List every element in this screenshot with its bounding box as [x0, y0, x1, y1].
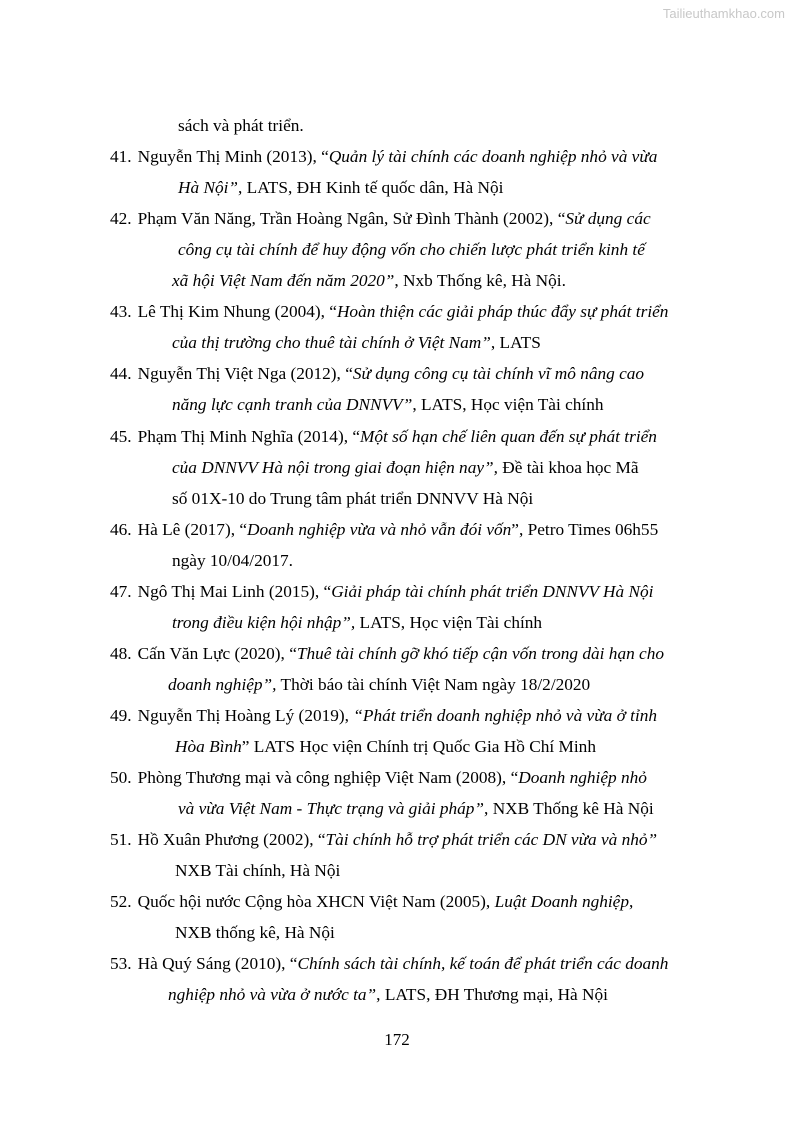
- reference-continuation-line: [178, 115, 304, 137]
- reference-title: năng lực cạnh tranh của DNNVV”: [172, 395, 413, 414]
- reference-number: 41.: [110, 147, 132, 166]
- reference-text: Thời báo tài chính Việt Nam ngày 18/2/2020: [276, 675, 591, 694]
- reference-text: , LATS, Học viện Tài chính: [412, 395, 604, 414]
- reference-title: của thị trường cho thuê tài chính ở Việt Nam”: [172, 333, 491, 352]
- reference-continuation-line: [172, 332, 541, 354]
- reference-entry-line: [110, 767, 647, 789]
- reference-continuation-line: [178, 798, 654, 820]
- reference-text: , LATS, ĐH Thương mại, Hà Nội: [376, 985, 608, 1004]
- reference-number: 43.: [110, 302, 132, 321]
- reference-entry-line: [110, 426, 657, 448]
- reference-text: Ngô Thị Mai Linh (2015), “: [137, 582, 332, 601]
- reference-title: Hòa Bình: [175, 737, 242, 756]
- reference-title: Sử dụng các: [565, 209, 651, 228]
- reference-number: 45.: [110, 427, 132, 446]
- reference-title: trong điều kiện hội nhập”,: [172, 613, 356, 632]
- reference-entry-line: [110, 953, 668, 975]
- reference-continuation-line: [172, 550, 293, 572]
- reference-text: Đề tài khoa học Mã: [497, 458, 639, 477]
- reference-text: Phòng Thương mại và công nghiệp Việt Nam (2008), “: [137, 768, 519, 787]
- reference-title: Doanh nghiệp vừa và nhỏ vẫn đói vốn: [247, 520, 512, 539]
- reference-title: Tài chính hỗ trợ phát triển các DN vừa và nhỏ”: [325, 830, 658, 849]
- reference-entry-line: [110, 643, 664, 665]
- reference-text: LATS, Học viện Tài chính: [355, 613, 543, 632]
- reference-continuation-line: [172, 270, 566, 292]
- reference-text: Hà Quý Sáng (2010), “: [137, 954, 298, 973]
- reference-continuation-line: [178, 177, 503, 199]
- reference-entry-line: [110, 146, 657, 168]
- reference-continuation-line: [172, 394, 604, 416]
- reference-text: , LATS: [490, 333, 541, 352]
- reference-entry-line: [110, 363, 644, 385]
- reference-text: Nguyễn Thị Minh (2013), “: [137, 147, 329, 166]
- reference-title: Quản lý tài chính các doanh nghiệp nhỏ và vừa: [328, 147, 658, 166]
- reference-text: ngày 10/04/2017.: [172, 551, 293, 570]
- reference-text: Hà Lê (2017), “: [137, 520, 248, 539]
- reference-text: , LATS, ĐH Kinh tế quốc dân, Hà Nội: [238, 178, 504, 197]
- reference-continuation-line: [172, 612, 542, 634]
- reference-text: , NXB Thống kê Hà Nội: [484, 799, 654, 818]
- reference-text: Phạm Văn Năng, Trần Hoàng Ngân, Sử Đình Thành (2002), “: [137, 209, 566, 228]
- watermark: Tailieuthamkhao.com: [662, 6, 785, 21]
- reference-title: Hoàn thiện các giải pháp thúc đẩy sự phát triển: [336, 302, 669, 321]
- reference-continuation-line: [172, 457, 639, 479]
- reference-title: công cụ tài chính để huy động vốn cho chiến lược phát triển kinh tế: [178, 240, 645, 259]
- reference-entry-line: [110, 705, 657, 727]
- reference-number: 47.: [110, 582, 132, 601]
- reference-entry-line: [110, 208, 651, 230]
- reference-text: số 01X-10 do Trung tâm phát triển DNNVV Hà Nội: [172, 489, 534, 508]
- reference-continuation-line: [175, 922, 335, 944]
- reference-continuation-line: [168, 984, 608, 1006]
- reference-text: ” LATS Học viện Chính trị Quốc Gia Hồ Chí Minh: [241, 737, 596, 756]
- reference-number: 44.: [110, 364, 132, 383]
- reference-title: Doanh nghiệp nhỏ: [518, 768, 647, 787]
- reference-text: Quốc hội nước Cộng hòa XHCN Việt Nam (2005),: [137, 892, 495, 911]
- reference-text: Lê Thị Kim Nhung (2004), “: [137, 302, 337, 321]
- reference-continuation-line: [168, 674, 590, 696]
- reference-number: 52.: [110, 892, 132, 911]
- reference-title: Luật Doanh nghiệp: [494, 892, 629, 911]
- reference-text: Cấn Văn Lực (2020), “: [137, 644, 297, 663]
- reference-title: nghiệp nhỏ và vừa ở nước ta”: [168, 985, 377, 1004]
- reference-text: Nguyễn Thị Hoàng Lý (2019),: [137, 706, 354, 725]
- reference-title: doanh nghiệp”,: [168, 675, 277, 694]
- reference-entry-line: [110, 519, 658, 541]
- reference-number: 48.: [110, 644, 132, 663]
- reference-number: 46.: [110, 520, 132, 539]
- reference-number: 53.: [110, 954, 132, 973]
- reference-text: , Nxb Thống kê, Hà Nội.: [394, 271, 566, 290]
- reference-title: Giải pháp tài chính phát triển DNNVV Hà Nội: [331, 582, 654, 601]
- reference-title: và vừa Việt Nam - Thực trạng và giải pháp”: [178, 799, 485, 818]
- reference-continuation-line: [175, 860, 340, 882]
- reference-text: ”, Petro Times 06h55: [511, 520, 659, 539]
- reference-text: NXB thống kê, Hà Nội: [175, 923, 335, 942]
- reference-text: Phạm Thị Minh Nghĩa (2014), “: [137, 427, 361, 446]
- reference-continuation-line: [175, 736, 596, 758]
- reference-entry-line: [110, 891, 633, 913]
- reference-continuation-line: [172, 488, 533, 510]
- reference-title: Thuê tài chính gỡ khó tiếp cận vốn trong dài hạn cho: [296, 644, 664, 663]
- reference-title: “Phát triển doanh nghiệp nhỏ và vừa ở tỉnh: [353, 706, 658, 725]
- reference-text: NXB Tài chính, Hà Nội: [175, 861, 341, 880]
- reference-text: sách và phát triển.: [178, 116, 304, 135]
- reference-text: Nguyễn Thị Việt Nga (2012), “: [137, 364, 353, 383]
- reference-title: Hà Nội”: [178, 178, 239, 197]
- reference-text: Hồ Xuân Phương (2002), “: [137, 830, 326, 849]
- reference-entry-line: [110, 581, 653, 603]
- reference-text: ,: [629, 892, 634, 911]
- reference-title: Một số hạn chế liên quan đến sự phát triển: [360, 427, 657, 446]
- reference-title: Chính sách tài chính, kế toán để phát triển các doanh: [297, 954, 669, 973]
- reference-entry-line: [110, 301, 668, 323]
- page-number: 172: [384, 1030, 410, 1049]
- reference-number: 51.: [110, 830, 132, 849]
- reference-title: của DNNVV Hà nội trong giai đoạn hiện nay”,: [172, 458, 498, 477]
- reference-number: 49.: [110, 706, 132, 725]
- reference-continuation-line: [178, 239, 645, 261]
- reference-title: xã hội Việt Nam đến năm 2020”: [172, 271, 395, 290]
- reference-number: 42.: [110, 209, 132, 228]
- reference-title: Sử dụng công cụ tài chính vĩ mô nâng cao: [352, 364, 645, 383]
- reference-entry-line: [110, 829, 657, 851]
- reference-number: 50.: [110, 768, 132, 787]
